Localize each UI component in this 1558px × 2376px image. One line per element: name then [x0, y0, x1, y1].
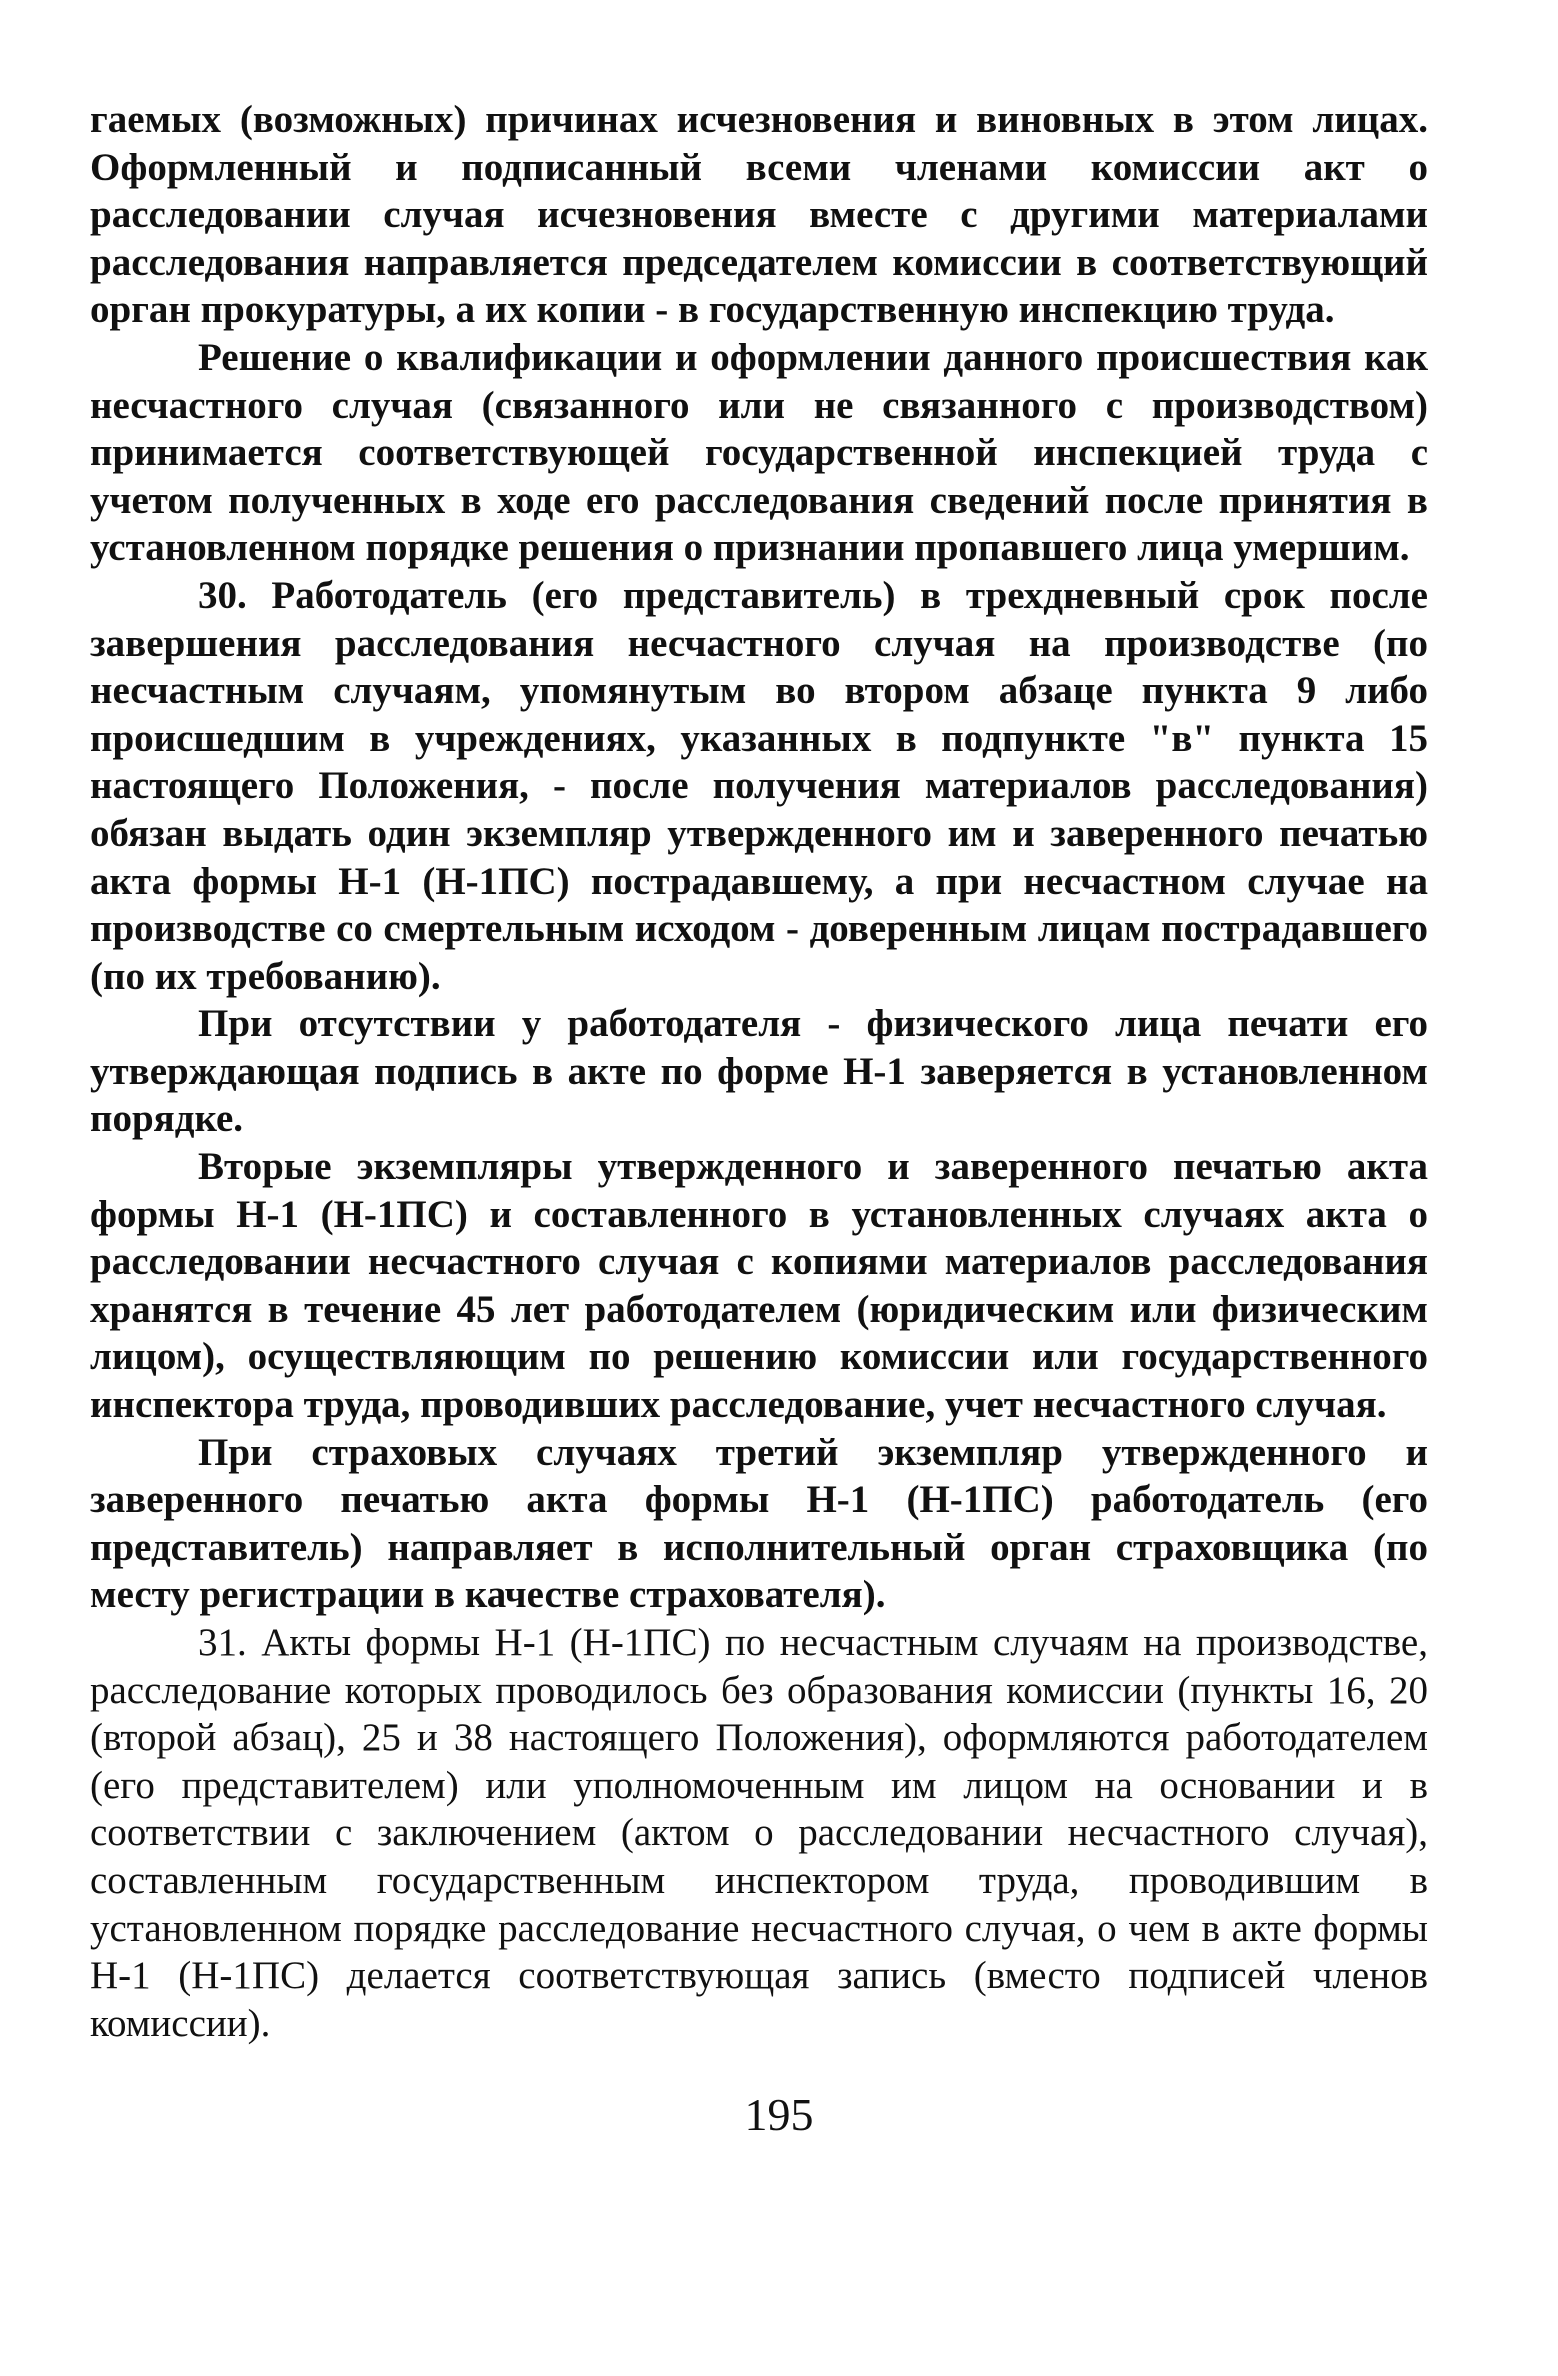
paragraph-decision: Решение о квалификации и оформлении данного происшествия как несчастного случая (связанного или не связанного с производством) принимается соответствующей государственной инспекцией труда с учетом полученных в ходе его расследования сведений после принятия в установленном порядке решения о признании пропавшего лица умершим.	[90, 335, 1428, 570]
page-number: 195	[744, 2089, 814, 2140]
paragraph-continuation: гаемых (возможных) причинах исчезновения и виновных в этом лицах. Оформленный и подписанный всеми членами комиссии акт о расследовании случая исчезновения вместе с другими материалами расследования направляется председателем комиссии в соответствующий орган прокуратуры, а их копии - в государственную инспекцию труда.	[90, 98, 1428, 332]
paragraph-item-30: 30. Работодатель (его представитель) в трехдневный срок после завершения расследования несчастного случая на производстве (по несчастным случаям, упомянутым во втором абзаце пункта 9 либо происшедшим в учреждениях, указанных в подпункте "в" пункта 15 настоящего Положения, - после получения материалов расследования) обязан выдать один экземпляр утвержденного им и заверенного печатью акта формы Н-1 (Н-1ПС) пострадавшему, а при несчастном случае на производстве со смертельным исходом - доверенным лицам пострадавшего (по их требованию).	[90, 573, 1428, 998]
paragraph-item-31: 31. Акты формы Н-1 (Н-1ПС) по несчастным случаям на производстве, расследование которых проводилось без образования комиссии (пункты 16, 20 (второй абзац), 25 и 38 настоящего Положения), оформляются работодателем (его представителем) или уполномоченным им лицом на основании и в соответствии с заключением (актом о расследовании несчастного случая), составленным государственным инспектором труда, проводившим в установленном порядке расследование несчастного случая, о чем в акте формы Н-1 (Н-1ПС) делается соответствующая запись (вместо подписей членов комиссии).	[90, 1621, 1428, 2045]
paragraph-insurance: При страховых случаях третий экземпляр утвержденного и заверенного печатью акта формы Н-1 (Н-1ПС) работодатель (его представитель) направляет в исполнительный орган страховщика (по месту регистрации в качестве страхователя).	[90, 1430, 1428, 1617]
document-page	[90, 96, 1428, 2047]
paragraph-no-seal: При отсутствии у работодателя - физического лица печати его утверждающая подпись в акте по форме Н-1 заверяется в установленном порядке.	[90, 1002, 1428, 1141]
paragraph-second-copies: Вторые экземпляры утвержденного и заверенного печатью акта формы Н-1 (Н-1ПС) и составленного в установленных случаях акта о расследовании несчастного случая с копиями материалов расследования хранятся в течение 45 лет работодателем (юридическим или физическим лицом), осуществляющим по решению комиссии или государственного инспектора труда, проводивших расследование, учет несчастного случая.	[90, 1145, 1428, 1427]
